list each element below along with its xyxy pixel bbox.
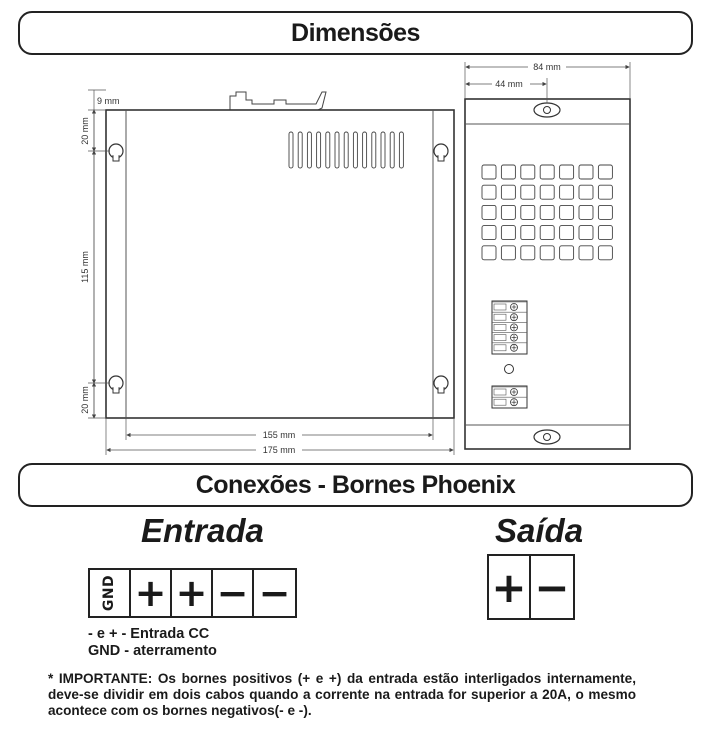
vent-slot <box>363 132 367 168</box>
vent-square <box>521 165 535 179</box>
legend-dc-input: - e + - Entrada CC <box>88 626 210 642</box>
vent-square <box>540 246 554 260</box>
vent-square <box>521 246 535 260</box>
connections-header-label: Conexões - Bornes Phoenix <box>195 470 516 499</box>
front-view <box>106 92 454 418</box>
vent-square <box>560 226 574 240</box>
entrada-title: Entrada <box>141 512 264 549</box>
vent-slot <box>381 132 385 168</box>
vent-slot <box>335 132 339 168</box>
entrada-terminal-block <box>88 568 297 618</box>
vent-slot <box>390 132 394 168</box>
dim-hole-top: 20 mm <box>80 117 90 145</box>
vent-square <box>482 205 496 219</box>
side-terminal-block-5 <box>492 301 527 354</box>
led-indicator <box>505 365 514 374</box>
side-view <box>465 99 630 449</box>
vent-square <box>579 205 593 219</box>
vent-square <box>598 226 612 240</box>
din-clip <box>230 92 326 110</box>
vent-slot <box>326 132 330 168</box>
vent-square <box>540 226 554 240</box>
vent-slot <box>317 132 321 168</box>
terminal-gnd: GND <box>90 570 131 616</box>
vent-square <box>598 185 612 199</box>
vent-square <box>501 185 515 199</box>
vent-square <box>501 246 515 260</box>
side-keyhole-bottom <box>534 430 560 444</box>
dim-hole-span: 115 mm <box>80 251 90 283</box>
vent-slot <box>353 132 357 168</box>
vent-square <box>598 205 612 219</box>
output-terminal-negative: − <box>534 562 570 612</box>
output-terminal-positive: + <box>489 556 531 618</box>
dim-inner-width: 155 mm <box>262 430 296 440</box>
vent-square <box>482 165 496 179</box>
dim-total-width: 175 mm <box>262 445 296 455</box>
dim-side-half: 44 mm <box>495 79 523 89</box>
legend-ground: GND - aterramento <box>88 643 217 659</box>
vent-square <box>579 165 593 179</box>
vent-square <box>579 226 593 240</box>
important-note: * IMPORTANTE: Os bornes positivos (+ e +) da entrada estão interligados internamente, deve-se dividir em dois cabos quando a corrente na entrada for superior a 20A, o mesmo acontece com os bornes negativos(- e -). <box>48 671 636 718</box>
terminal-positive-1: + <box>131 570 172 616</box>
vent-square <box>560 205 574 219</box>
vent-square <box>540 205 554 219</box>
vent-square <box>560 185 574 199</box>
vent-square <box>540 165 554 179</box>
vent-slot <box>399 132 403 168</box>
vent-slot <box>344 132 348 168</box>
vent-square <box>598 246 612 260</box>
terminal-positive-2: + <box>172 570 213 616</box>
vent-square <box>482 185 496 199</box>
dim-hole-bottom: 20 mm <box>80 386 90 414</box>
vent-slot <box>289 132 293 168</box>
vent-slot <box>372 132 376 168</box>
vent-square <box>579 246 593 260</box>
dimensions-header-label: Dimensões <box>291 18 420 47</box>
vent-square <box>521 226 535 240</box>
connections-header <box>18 463 693 507</box>
vent-square <box>482 226 496 240</box>
dim-top-offset: 9 mm <box>97 96 120 106</box>
vent-square <box>560 246 574 260</box>
vent-square <box>521 185 535 199</box>
vent-square <box>540 185 554 199</box>
vent-square <box>501 205 515 219</box>
vent-square <box>482 246 496 260</box>
vent-square <box>579 185 593 199</box>
vent-square <box>560 165 574 179</box>
saida-terminal-block <box>487 554 575 620</box>
terminal-negative-2: − <box>258 571 291 615</box>
saida-title: Saída <box>495 512 584 549</box>
vent-square <box>598 165 612 179</box>
side-keyhole-top <box>534 103 560 117</box>
vent-square <box>501 226 515 240</box>
dim-side-width: 84 mm <box>533 62 561 72</box>
side-terminal-block-2 <box>492 386 527 408</box>
vent-slot <box>307 132 311 168</box>
vent-slot <box>298 132 302 168</box>
vent-square <box>521 205 535 219</box>
vent-square <box>501 165 515 179</box>
terminal-negative-1: − <box>213 570 254 616</box>
